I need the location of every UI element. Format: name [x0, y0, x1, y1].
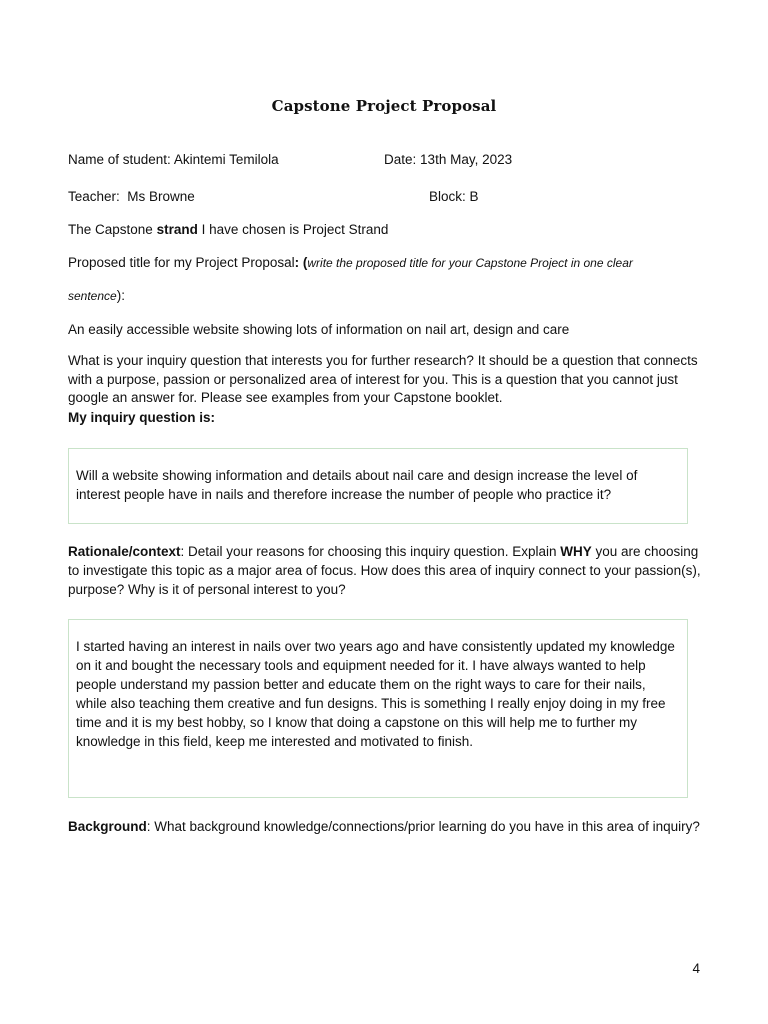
rationale-prompt [68, 542, 708, 599]
rationale-answer-text: I started having an interest in nails over two years ago and have consistently updated my knowledge on it and bought the necessary tools and equipment needed for it. I have always wanted to help people understand my passion better and educate them on the right ways to care for their nails, while also teaching them creative and fun designs. This is something I really enjoy doing in my free time and it is my best hobby, so I know that doing a capstone on this will help me to further my knowledge in this field, keep me interested and motivated to finish. [76, 639, 675, 749]
inquiry-heading: My inquiry question is: [68, 410, 216, 425]
date-label: Date: [384, 152, 417, 167]
page-title: Capstone Project Proposal [271, 97, 497, 115]
strand-text-after: I have chosen is Project Strand [197, 222, 389, 237]
background-label: Background [68, 819, 147, 834]
teacher-line [68, 187, 195, 206]
inquiry-answer-box [68, 448, 688, 524]
inquiry-prompt: What is your inquiry question that interests you for further research? It should be a question that connects with a purpose, passion or personalized area of interest for you. This is a question that you cannot just google an answer for. Please see examples from your Capstone booklet. [68, 353, 698, 406]
proposed-title-colon: : ( [294, 255, 308, 270]
student-name-line [68, 150, 279, 169]
student-name-value: Akintemi Temilola [173, 152, 279, 167]
rationale-label: Rationale/context [68, 544, 181, 559]
teacher-value: Ms Browne [127, 189, 195, 204]
block-line [429, 187, 479, 206]
page-number: 4 [692, 961, 700, 976]
strand-text-before: The Capstone [68, 222, 157, 237]
block-label: Block: [429, 189, 466, 204]
rationale-prompt-b: you are choosing to investigate this topic as a major area of focus. How does this area of inquiry connect to your passion(s), purpose? Why is it of personal interest to you? [68, 544, 701, 597]
teacher-label: Teacher: [68, 189, 120, 204]
student-name-label: Name of student: [68, 152, 171, 167]
date-line [384, 150, 512, 169]
rationale-answer-box [68, 619, 688, 798]
date-value: 13th May, 2023 [420, 152, 513, 167]
background-prompt-text: : What background knowledge/connections/prior learning do you have in this area of inquiry? [146, 819, 700, 834]
proposed-title-label: Proposed title for my Project Proposal [68, 255, 295, 270]
proposed-title-line-2 [68, 286, 125, 306]
block-value: B [469, 189, 479, 204]
proposed-title-instruction: write the proposed title for your Capstone Project in one clear [307, 256, 633, 270]
proposed-title-close: ): [116, 288, 125, 303]
proposed-title-instruction-cont: sentence [68, 289, 117, 303]
rationale-why: WHY [560, 544, 592, 559]
background-prompt [68, 817, 708, 836]
rationale-prompt-a: : Detail your reasons for choosing this inquiry question. Explain [180, 544, 561, 559]
inquiry-answer-text: Will a website showing information and details about nail care and design increase the level of interest people have in nails and therefore increase the number of people who practice it? [76, 468, 638, 502]
proposed-title-answer: An easily accessible website showing lots of information on nail art, design and care [68, 322, 570, 337]
strand-bold: strand [156, 222, 198, 237]
proposed-title-line [68, 253, 633, 273]
strand-line [68, 220, 388, 239]
